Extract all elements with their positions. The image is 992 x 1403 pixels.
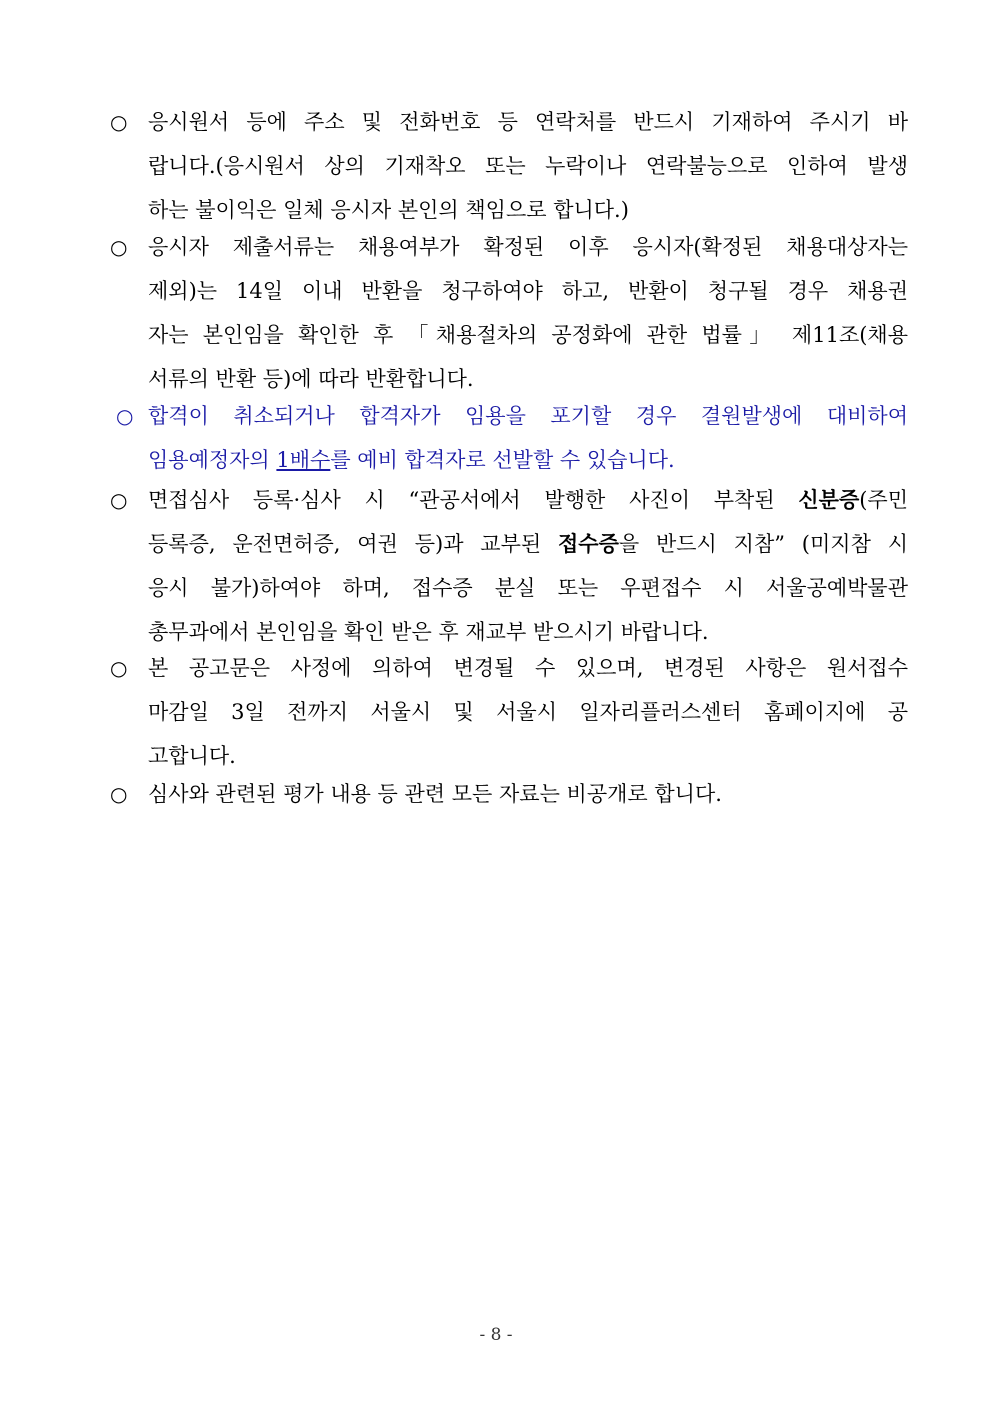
text-line: 마감일 3일 전까지 서울시 및 서울시 일자리플러스센터 홈페이지에 공 <box>148 700 908 724</box>
text-line: 응시자 제출서류는 채용여부가 확정된 이후 응시자(확정된 채용대상자는 <box>148 235 908 259</box>
text-line: 본 공고문은 사정에 의하여 변경될 수 있으며, 변경된 사항은 원서접수 <box>148 656 908 680</box>
text-line: 응시원서 등에 주소 및 전화번호 등 연락처를 반드시 기재하여 주시기 바 <box>148 110 908 134</box>
bold-text: 신분증 <box>798 487 860 512</box>
bullet-circle-icon: ○ <box>110 235 128 259</box>
text-line: 서류의 반환 등)에 따라 반환합니다. <box>148 367 474 391</box>
text-line: 제외)는 14일 이내 반환을 청구하여야 하고, 반환이 청구될 경우 채용권 <box>148 279 908 303</box>
text-line: 랍니다.(응시원서 상의 기재착오 또는 누락이나 연락불능으로 인하여 발생 <box>148 154 908 178</box>
text-line: 심사와 관련된 평가 내용 등 관련 모든 자료는 비공개로 합니다. <box>148 782 722 806</box>
text-line <box>148 438 908 482</box>
page-number: - 8 - <box>479 1325 513 1345</box>
bold-text: 접수증 <box>558 531 619 556</box>
bullet-circle-icon: ○ <box>116 404 134 428</box>
text-segment: 임용예정자의 <box>148 448 277 472</box>
text-line: 응시 불가)하여야 하며, 접수증 분실 또는 우편접수 시 서울공예박물관 <box>148 576 908 600</box>
text-line: 하는 불이익은 일체 응시자 본인의 책임으로 합니다.) <box>148 198 629 222</box>
text-line: 합격이 취소되거나 합격자가 임용을 포기할 경우 결원발생에 대비하여 <box>148 404 908 428</box>
text-line <box>148 522 908 566</box>
bullet-circle-icon: ○ <box>110 656 128 680</box>
text-line <box>148 478 908 522</box>
text-line: 총무과에서 본인임을 확인 받은 후 재교부 받으시기 바랍니다. <box>148 620 709 644</box>
text-segment: 를 예비 합격자로 선발할 수 있습니다. <box>330 448 675 472</box>
text-segment: 등록증, 운전면허증, 여권 등)과 교부된 <box>148 532 558 556</box>
text-segment: 을 반드시 지참” (미지참 시 <box>618 532 908 556</box>
bullet-circle-icon: ○ <box>110 488 128 512</box>
bullet-circle-icon: ○ <box>110 782 128 806</box>
text-line: 자는 본인임을 확인한 후 「채용절차의 공정화에 관한 법률」 제11조(채용 <box>148 323 908 347</box>
text-line: 고합니다. <box>148 744 236 768</box>
text-segment: 면접심사 등록·심사 시 “관공서에서 발행한 사진이 부착된 <box>148 488 799 512</box>
underlined-text: 1배수 <box>276 448 331 472</box>
bullet-circle-icon: ○ <box>110 110 128 134</box>
text-segment: (주민 <box>859 488 908 512</box>
